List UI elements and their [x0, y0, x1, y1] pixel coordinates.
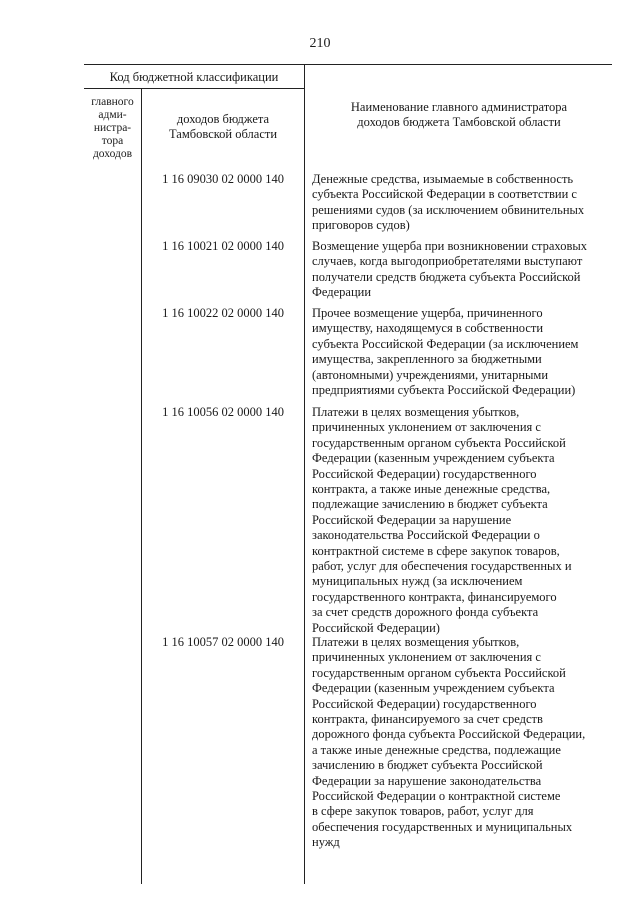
table-top-border [84, 64, 612, 65]
row-description: Прочее возмещение ущерба, причиненного имуществу, находящемуся в собственности субъекта Российской Федерации (за исключением имущества, закрепленного за бюджетными (автономными) учреждениями, унитарными предприятиями субъекта Российской Федерации) [312, 306, 579, 398]
page-number: 210 [309, 36, 331, 51]
code-group-divider [84, 88, 304, 89]
name-col-divider [304, 64, 305, 884]
header-code-group: Код бюджетной классификации [109, 70, 279, 84]
row-description: Возмещение ущерба при возникновении страховых случаев, когда выгодоприобретателями выступают получатели средств бюджета субъекта Российской Федерации [312, 239, 587, 300]
row-description: Платежи в целях возмещения убытков, причиненных уклонением от заключения с государственным органом субъекта Российской Федерации (казенным учреждением субъекта Российской Федерации) государственного контракта, а также иные денежные средства, подлежащие зачислению в бюджет субъекта Российской Федерации за нарушение законодательства Российской Федерации о контрактной системе в сфере закупок товаров, работ, услуг для обеспечения государственных и муниципальных нужд (за исключением государственного контракта, финансируемого за счет средств дорожного фонда субъекта Российской Федерации) [312, 405, 572, 635]
row-code: 1 16 10022 02 0000 140 [162, 306, 284, 320]
row-description: Платежи в целях возмещения убытков, причиненных уклонением от заключения с государственным органом субъекта Российской Федерации (казенным учреждением субъекта Российской Федерации) государственного контракта, финансируемого за счет средств дорожного фонда субъекта Российской Федерации, а также иные денежные средства, подлежащие зачислению в бюджет субъекта Российской Федерации за нарушение законодательства Российской Федерации о контрактной системе в сфере закупок товаров, работ, услуг для обеспечения государственных и муниципальных нужд [312, 635, 586, 850]
budget-classification-table [84, 64, 612, 884]
row-code: 1 16 10056 02 0000 140 [162, 405, 284, 419]
admin-col-divider [141, 88, 142, 884]
row-code: 1 16 10021 02 0000 140 [162, 239, 284, 253]
header-admin-column: главного адми- нистра- тора доходов [91, 96, 134, 160]
header-name-column: Наименование главного администратора доходов бюджета Тамбовской области [350, 100, 568, 129]
header-income-column: доходов бюджета Тамбовской области [168, 112, 278, 141]
row-code: 1 16 09030 02 0000 140 [162, 172, 284, 186]
row-code: 1 16 10057 02 0000 140 [162, 635, 284, 649]
row-description: Денежные средства, изымаемые в собственность субъекта Российской Федерации в соответствии с решениями судов (за исключением обвинительных приговоров судов) [312, 172, 585, 233]
